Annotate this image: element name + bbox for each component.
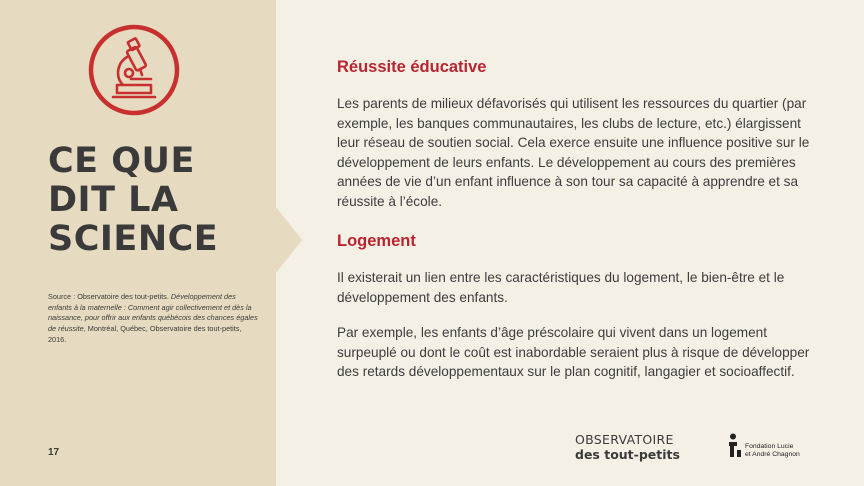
fondation-logo-text [745, 443, 800, 459]
source-prefix: Source : Observatoire des tout-petits. [48, 292, 171, 301]
observatoire-logo-line2: des tout-petits [575, 447, 680, 462]
headline-line-3: SCIENCE [48, 219, 219, 259]
fondation-line1: Fondation Lucie [745, 443, 794, 450]
section-text-logement-2: Par exemple, les enfants d’âge préscolaire qui vivent dans un logement surpeuplé ou dont le coût est inabordable seraient plus à risque de développer des retards développementaux sur le plan cognitif, langagier et socioaffectif. [337, 325, 810, 380]
headline-line-1: CE QUE [48, 141, 195, 181]
fondation-logo [728, 433, 818, 461]
observatoire-logo-line1: OBSERVATOIRE [575, 432, 674, 447]
microscope-icon [87, 23, 181, 117]
fondation-line2: et André Chagnon [745, 451, 800, 458]
section-title-logement: Logement [337, 232, 416, 250]
section-text-reussite: Les parents de milieux défavorisés qui utilisent les ressources du quartier (par exemple, les banques communautaires, les clubs de lecture, etc.) élargissent leur réseau de soutien social. Cela exerce ensuite une influence positive sur le développement de leurs enfants. Le développement au cours des premières années de vie d’un enfant influence à son tour sa capacité à apprendre et sa réussite à l’école. [337, 96, 810, 209]
source-citation [48, 292, 258, 346]
observatoire-logo [575, 432, 680, 462]
fondation-person-icon [728, 433, 742, 459]
sidebar-arrow [276, 207, 302, 273]
source-title: Développement des enfants à la maternelle : Comment agir collectivement et dès la naissance, pour offrir aux enfants québécois des chances égales de réussite, [48, 292, 258, 334]
section-title-reussite: Réussite éducative [337, 58, 487, 76]
page-headline [48, 142, 268, 259]
page-number: 17 [48, 447, 60, 458]
source-suffix: Montréal, Québec, Observatoire des tout-petits, 2016. [48, 324, 242, 344]
section-text-logement-1: Il existerait un lien entre les caractéristiques du logement, le bien-être et le développement des enfants. [337, 270, 785, 305]
headline-line-2: DIT LA [48, 180, 179, 220]
